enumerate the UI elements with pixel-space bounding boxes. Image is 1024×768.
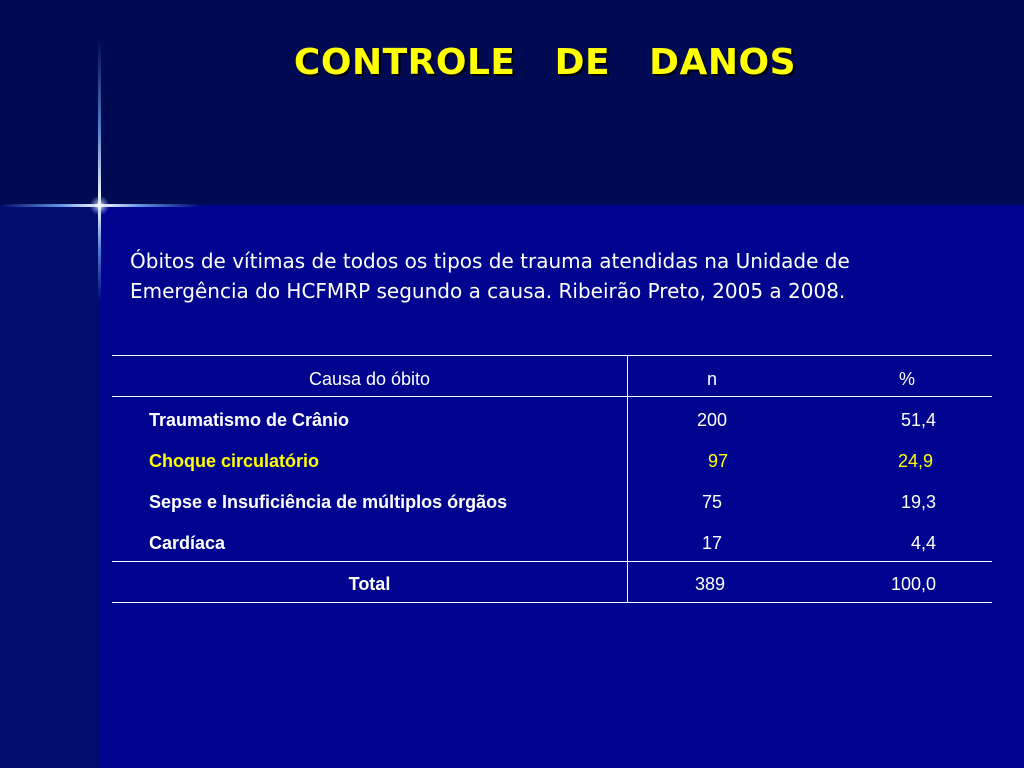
- background-left-band: [0, 205, 99, 768]
- table-row-pct-highlight: 24,9: [897, 451, 933, 471]
- subtitle-line-1: Óbitos de vítimas de todos os tipos de trauma atendidas na Unidade de: [130, 249, 850, 273]
- table-row-n: 17: [701, 533, 723, 553]
- table-header-cause: Causa do óbito: [308, 369, 431, 389]
- slide-subtitle: [130, 246, 950, 306]
- table-column-divider: [627, 356, 628, 602]
- table-header-divider: [112, 396, 992, 397]
- table-header-pct: %: [898, 369, 915, 389]
- table-total-divider: [112, 561, 992, 562]
- table-row-cause: Sepse e Insuficiência de múltiplos órgãos: [149, 492, 508, 512]
- table-row-n-highlight: 97: [707, 451, 729, 471]
- table-row-pct: 51,4: [900, 410, 936, 430]
- table-total-n: 389: [694, 574, 726, 594]
- table-row-pct: 4,4: [910, 533, 936, 553]
- table-row-n: 200: [696, 410, 728, 430]
- table-total-pct: 100,0: [890, 574, 936, 594]
- causes-table: [112, 355, 992, 603]
- table-header-n: n: [706, 369, 717, 389]
- table-row-cause: Traumatismo de Crânio: [149, 410, 350, 430]
- table-total-label: Total: [348, 574, 391, 594]
- table-row-n: 75: [701, 492, 723, 512]
- table-row-cause-highlight: Choque circulatório: [149, 451, 320, 471]
- table-row-cause: Cardíaca: [149, 533, 226, 553]
- table-row-pct: 19,3: [900, 492, 936, 512]
- background-top-band: [0, 0, 1024, 205]
- subtitle-line-2: Emergência do HCFMRP segundo a causa. Ribeirão Preto, 2005 a 2008.: [130, 279, 846, 303]
- sparkle-star-icon: [90, 196, 109, 215]
- slide-title: CONTROLE DE DANOS: [293, 42, 797, 83]
